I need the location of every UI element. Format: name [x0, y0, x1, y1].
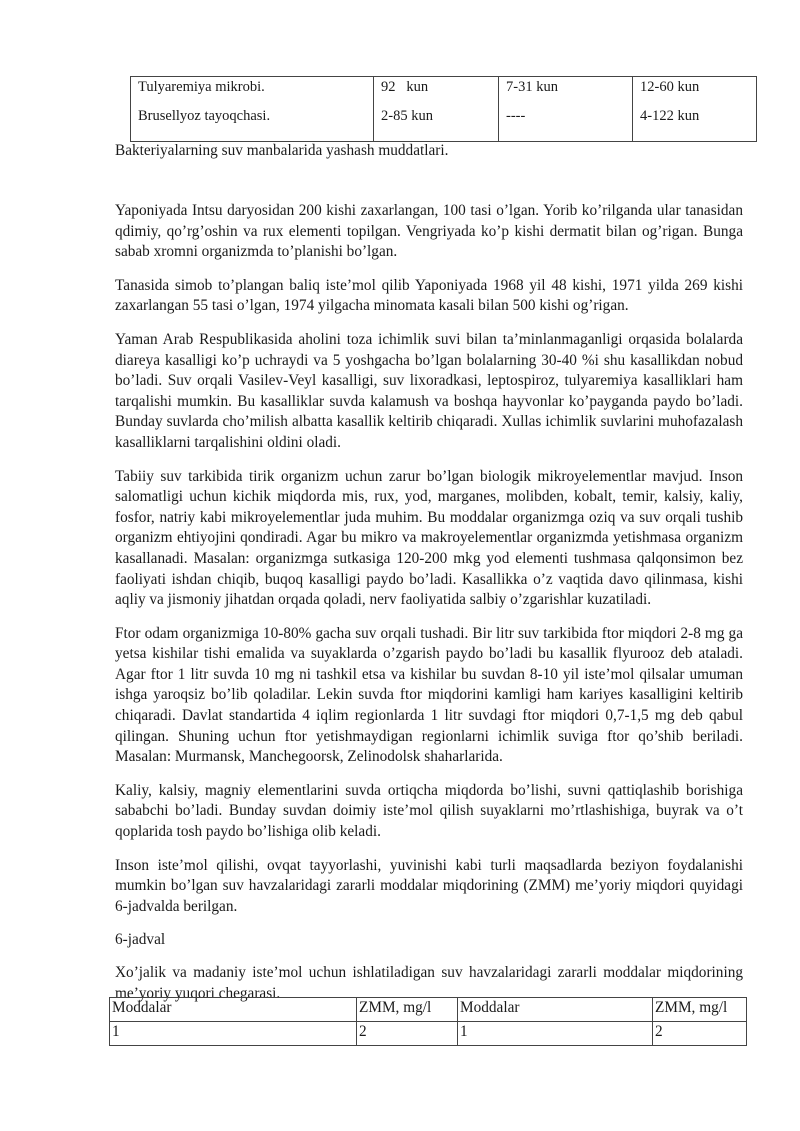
table-cell: Brusellyoz tayoqchasi. [131, 106, 374, 142]
table-cell: 1 [110, 1022, 357, 1046]
paragraph: Ftor odam organizmiga 10-80% gacha suv orqali tushadi. Bir litr suv tarkibida ftor miqdori 2-8 mg ga yetsa kishilar tishi emalida va suyaklarda o’zgarish paydo bo’ladi bu kasallik flyurooz deb ataladi. Agar ftor 1 litr suvda 10 mg ni tashkil etsa va kishilar bu suvdan 8-10 yil iste’mol qilsalar umuman ishga yaroqsiz bo’lib qoladilar. Lekin suvda ftor miqdorini kamligi ham kariyes kasalligini keltirib chiqaradi. Davlat standartida 4 iqlim regionlarda 1 litr suvdagi ftor miqdori 0,7-1,5 mg deb qabul qilingan. Shuning uchun ftor yetishmaydigan regionlarni ichimlik suviga ftor qo’shib beriladi. Masalan: Murmansk, Manchegoorsk, Zelinodolsk shaharlarida. [115, 624, 743, 766]
paragraph: Tabiiy suv tarkibida tirik organizm uchun zarur bo’lgan biologik mikroyelementlar mavjud. Inson salomatligi uchun kichik miqdorda mis, rux, yod, marganes, molibden, kobalt, temir, kalsiy, kaliy, fosfor, natriy kabi mikroyelementlar juda muhim. Bu moddalar organizmga oziq va suv orqali tushib organizm ehtiyojini qondiradi. Agar bu mikro va makroyelementlar organizmda yetishmasa organizm kasallanadi. Masalan: organizmga sutkasiga 120-200 mkg yod elementi tushmasa qalqonsimon bez faoliyati ishdan chiqib, buqoq kasalligi paydo bo’ladi. Kasallikka o’z vaqtida davo qilinmasa, kishi aqliy va jismoniy jihatdan orqada qoladi, nerv faoliyatida salbiy o’zgarishlar kuzatiladi. [115, 467, 743, 609]
table-title: Xo’jalik va madaniy iste’mol uchun ishlatiladigan suv havzalaridagi zararli moddalar miqdorining me’yoriy yuqori chegarasi. [115, 964, 743, 1002]
table-cell: 4-122 kun [633, 106, 757, 142]
table-cell: 2 [357, 1022, 458, 1046]
paragraph: Yaman Arab Respublikasida aholini toza ichimlik suvi bilan ta’minlanmaganligi orqasida bolalarda diareya kasalligi ko’p uchraydi va 5 yoshgacha bo’lgan bolalarning 30-40 %i shu kasallikdan nobud bo’ladi. Suv orqali Vasilev-Veyl kasalligi, suv lixoradkasi, leptospiroz, tulyaremiya kasalliklari ham tarqalishi mumkin. Bu kasalliklar suvda kalamush va boshqa hayvonlar ko’payganda paydo bo’ladi. Bunday suvlarda cho’milish albatta kasallik keltirib chiqaradi. Xullas ichimlik suvlarini muhofazalash kasalliklarni tarqalishini oldini oladi. [115, 330, 743, 451]
column-header: Moddalar [110, 998, 357, 1022]
table-row [131, 77, 757, 107]
table-caption: Bakteriyalarning suv manbalarida yashash muddatlari. [115, 142, 449, 159]
bacteria-survival-table [130, 76, 757, 142]
table-row [131, 106, 757, 142]
table-cell: 92 kun [374, 77, 499, 107]
paragraph: Yaponiyada Intsu daryosidan 200 kishi zaxarlangan, 100 tasi o’lgan. Yorib ko’rilganda ular tanasidan qdimiy, qo’rg’oshin va rux elementi topilgan. Vengriyada ko’p kishi dermatit bilan og’rigan. Bunga sabab xromni organizmda to’planishi bo’lgan. [115, 202, 743, 261]
table-cell: Tulyaremiya mikrobi. [131, 77, 374, 107]
paragraph: Kaliy, kalsiy, magniy elementlarini suvda ortiqcha miqdorda bo’lishi, suvni qattiqlashib borishiga sababchi bo’ladi. Bunday suvdan doimiy iste’mol qilish suyaklarni mo’rtlashishiga, buyrak va o’t qoplarida tosh paydo bo’lishiga olib keladi. [115, 781, 743, 841]
paragraph: Tanasida simob to’plangan baliq iste’mol qilib Yaponiyada 1968 yil 48 kishi, 1971 yilda 269 kishi zaxarlangan 55 tasi o’lgan, 1974 yilgacha minomata kasali bilan 500 kishi og’rigan. [115, 276, 743, 315]
column-header: Moddalar [458, 998, 653, 1022]
paragraph: Inson iste’mol qilishi, ovqat tayyorlashi, yuvinishi kabi turli maqsadlarda beziyon foydalanishi mumkin bo’lgan suv havzalaridagi zararli moddalar miqdorining (ZMM) me’yoriy miqdori quyidagi 6-jadvalda berilgan. [115, 856, 743, 915]
column-header: ZMM, mg/l [357, 998, 458, 1022]
table-cell: 7-31 kun [499, 77, 633, 107]
table-row [110, 1022, 747, 1046]
body-text [115, 201, 743, 1017]
table-cell: 1 [458, 1022, 653, 1046]
table-cell: 2-85 kun [374, 106, 499, 142]
table-cell: 12-60 kun [633, 77, 757, 107]
zmm-norms-table [109, 997, 747, 1046]
table-label: 6-jadval [115, 931, 166, 949]
table-cell: ---- [499, 106, 633, 142]
column-header: ZMM, mg/l [653, 998, 747, 1022]
table-header-row [110, 998, 747, 1022]
table-cell: 2 [653, 1022, 747, 1046]
